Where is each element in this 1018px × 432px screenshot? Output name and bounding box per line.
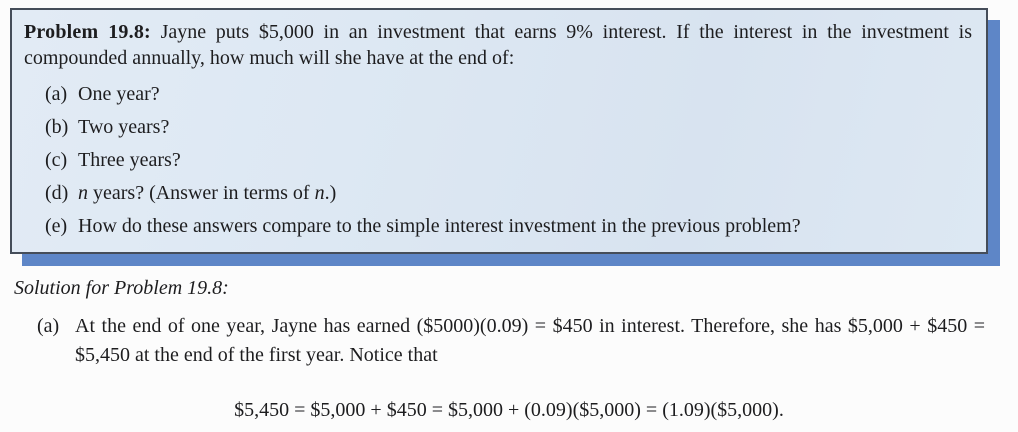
part-label: (a)	[45, 83, 68, 105]
part-text	[78, 180, 972, 206]
problem-box	[10, 8, 988, 254]
solution-heading: Solution for Problem 19.8:	[14, 277, 229, 299]
solution-part-label: (a)	[37, 315, 60, 337]
part-text-segment: .)	[324, 182, 337, 204]
problem-statement-text: Jayne puts $5,000 in an investment that earns 9% interest. If the interest in the investment is compounded annually, how much will she have at the end of:	[24, 21, 973, 69]
part-label: (d)	[45, 182, 69, 204]
problem-part-a	[24, 81, 972, 107]
part-text: Two years?	[78, 116, 170, 138]
problem-part-b	[24, 114, 972, 140]
problem-part-e	[24, 213, 972, 239]
part-text: How do these answers compare to the simple interest investment in the previous problem?	[78, 215, 801, 237]
problem-parts-list	[24, 81, 972, 239]
part-text: Three years?	[78, 149, 181, 171]
solution-part-text: At the end of one year, Jayne has earned ($5000)(0.09) = $450 in interest. Therefore, she has $5,000 + $450 = $5,450 at the end of the first year. Notice that	[75, 315, 985, 366]
part-label: (e)	[45, 215, 68, 237]
problem-statement	[24, 19, 972, 71]
part-label: (b)	[45, 116, 69, 138]
math-variable-n: n	[314, 182, 325, 204]
problem-part-d	[24, 180, 972, 206]
solution-part-a	[37, 312, 985, 370]
part-text: One year?	[78, 83, 160, 105]
problem-part-c	[24, 147, 972, 173]
part-label: (c)	[45, 149, 68, 171]
problem-number-label: Problem 19.8:	[24, 21, 151, 43]
displayed-equation: $5,450 = $5,000 + $450 = $5,000 + (0.09)($5,000) = (1.09)($5,000).	[234, 399, 784, 421]
part-text-segment: years? (Answer in terms of	[88, 182, 315, 204]
math-variable-n: n	[78, 182, 88, 204]
